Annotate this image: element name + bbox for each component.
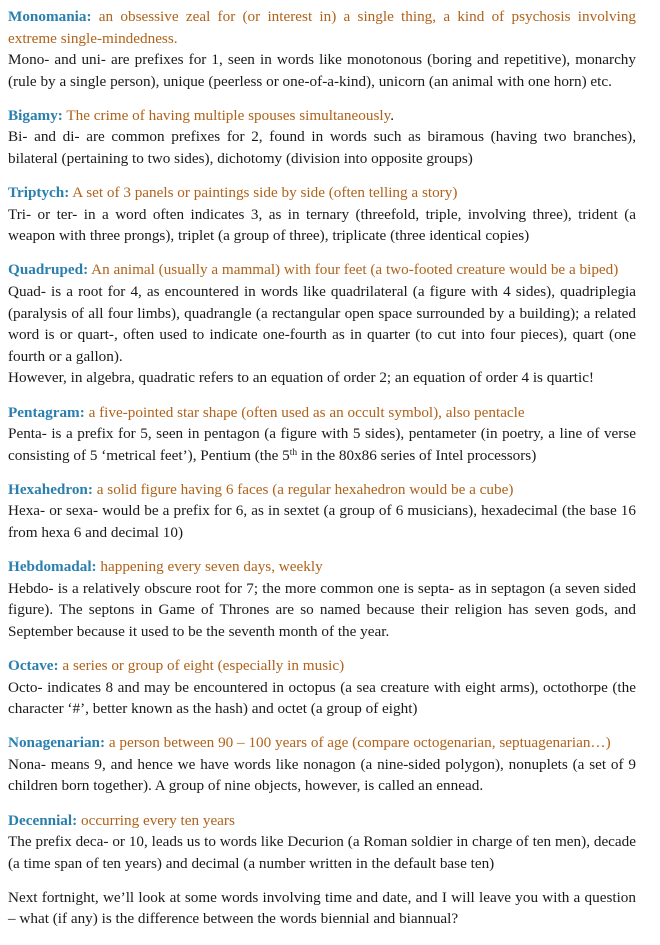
entry-hebdomadal	[8, 556, 636, 642]
entry-explanation: The prefix deca- or 10, leads us to words like Decurion (a Roman soldier in charge of ten men), decade (a time span of ten years) and decimal (a number written in the default base ten)	[8, 833, 636, 872]
document-page	[8, 6, 636, 945]
entry-heading	[8, 402, 636, 424]
entry-explanation: Nona- means 9, and hence we have words like nonagon (a nine-sided polygon), nonuplets (a set of 9 children born together). A group of nine objects, however, is called an ennead.	[8, 755, 636, 795]
entry-term: Triptych:	[8, 184, 70, 202]
entry-decennial	[8, 810, 636, 875]
entry-explanation: Hebdo- is a relatively obscure root for 7; the more common one is septa- as in septagon (a seven sided figure). The septons in Game of Thrones are so named because their religion has seven gods, and September because it used to be the seventh month of the year.	[8, 579, 636, 640]
entry-definition: a person between 90 – 100 years of age (compare octogenarian, septuagenarian…)	[108, 734, 611, 752]
closing-paragraph: Next fortnight, we’ll look at some words involving time and date, and I will leave you with a question – what (if any) is the difference between the words biennial and biannual?	[8, 888, 636, 928]
entry-octave	[8, 655, 636, 720]
entry-heading	[8, 182, 636, 204]
entry-explanation: Quad- is a root for 4, as encountered in words like quadrilateral (a figure with 4 sides), quadriplegia (paralysis of all four limbs), quadrangle (a rectangular open space surrounded by a building); a related word is or quart-, often used to indicate one-fourth as in quarter (to cut into four pieces), quart (one fourth or a gallon).	[8, 283, 636, 365]
entry-explanation: Tri- or ter- in a word often indicates 3, as in ternary (threefold, triple, involving three), trident (a weapon with three prongs), triplet (a group of three), triplicate (three identical copies)	[8, 205, 636, 245]
entry-term: Nonagenarian:	[8, 734, 106, 752]
entry-definition: a series or group of eight (especially in music)	[62, 656, 345, 674]
entry-explanation: Octo- indicates 8 and may be encountered in octopus (a sea creature with eight arms), octothorpe (the character ‘#’, better known as the hash) and octet (a group of eight)	[8, 678, 636, 718]
entry-heading	[8, 732, 636, 754]
entry-explanation	[8, 423, 636, 466]
entry-hexahedron	[8, 479, 636, 544]
entry-explanation: Bi- and di- are common prefixes for 2, found in words such as biramous (having two branches), bilateral (pertaining to two sides), dichotomy (division into opposite groups)	[8, 128, 636, 168]
entry-quadruped	[8, 259, 636, 389]
entry-heading	[8, 655, 636, 677]
entry-definition: occurring every ten years	[80, 811, 235, 829]
entry-heading	[8, 105, 636, 127]
entry-term: Hebdomadal:	[8, 558, 97, 576]
entry-term: Monomania:	[8, 8, 92, 25]
entry-heading	[8, 259, 636, 281]
explanation-text: in the 80x86 series of Intel processors)	[297, 446, 537, 464]
entry-explanation: Mono- and uni- are prefixes for 1, seen in words like monotonous (boring and repetitive), monarchy (rule by a single person), unique (peerless or one-of-a-kind), unicorn (an animal with one horn) etc.	[8, 51, 636, 90]
entry-term: Octave:	[8, 656, 59, 674]
entry-definition: The crime of having multiple spouses simultaneously	[66, 106, 391, 124]
ordinal-superscript: th	[289, 447, 298, 458]
entry-explanation-note: However, in algebra, quadratic refers to an equation of order 2; an equation of order 4 is quartic!	[8, 369, 594, 387]
entry-explanation: Hexa- or sexa- would be a prefix for 6, as in sextet (a group of 6 musicians), hexadecimal (the base 16 from hexa 6 and decimal 10)	[8, 502, 636, 541]
entry-bigamy	[8, 105, 636, 170]
entry-term: Hexahedron:	[8, 480, 93, 498]
entry-heading	[8, 6, 636, 49]
entry-definition: an obsessive zeal for (or interest in) a single thing, a kind of psychosis involving extreme single-mindedness.	[8, 8, 637, 47]
entry-heading-period: .	[390, 106, 394, 124]
explanation-text: Penta- is a prefix for 5, seen in pentagon (a figure with 5 sides), pentameter (in poetry, a line of verse consisting of 5 ‘metrical feet’), Pentium (the 5	[8, 425, 636, 464]
entry-nonagenarian	[8, 732, 636, 797]
entry-definition: happening every seven days, weekly	[100, 558, 323, 576]
entry-heading	[8, 556, 636, 578]
entry-term: Pentagram:	[8, 403, 85, 421]
entry-definition: a solid figure having 6 faces (a regular hexahedron would be a cube)	[96, 480, 514, 498]
entry-monomania	[8, 6, 636, 92]
entry-definition: A set of 3 panels or paintings side by side (often telling a story)	[72, 184, 458, 202]
entry-definition: a five-pointed star shape (often used as an occult symbol), also pentacle	[88, 403, 525, 421]
entry-definition: An animal (usually a mammal) with four feet (a two-footed creature would be a biped)	[91, 261, 619, 279]
entry-term: Bigamy:	[8, 106, 63, 124]
entry-heading	[8, 810, 636, 832]
entry-term: Decennial:	[8, 811, 78, 829]
entry-term: Quadruped:	[8, 261, 89, 279]
entry-heading	[8, 479, 636, 501]
entry-triptych	[8, 182, 636, 247]
entry-pentagram	[8, 402, 636, 467]
